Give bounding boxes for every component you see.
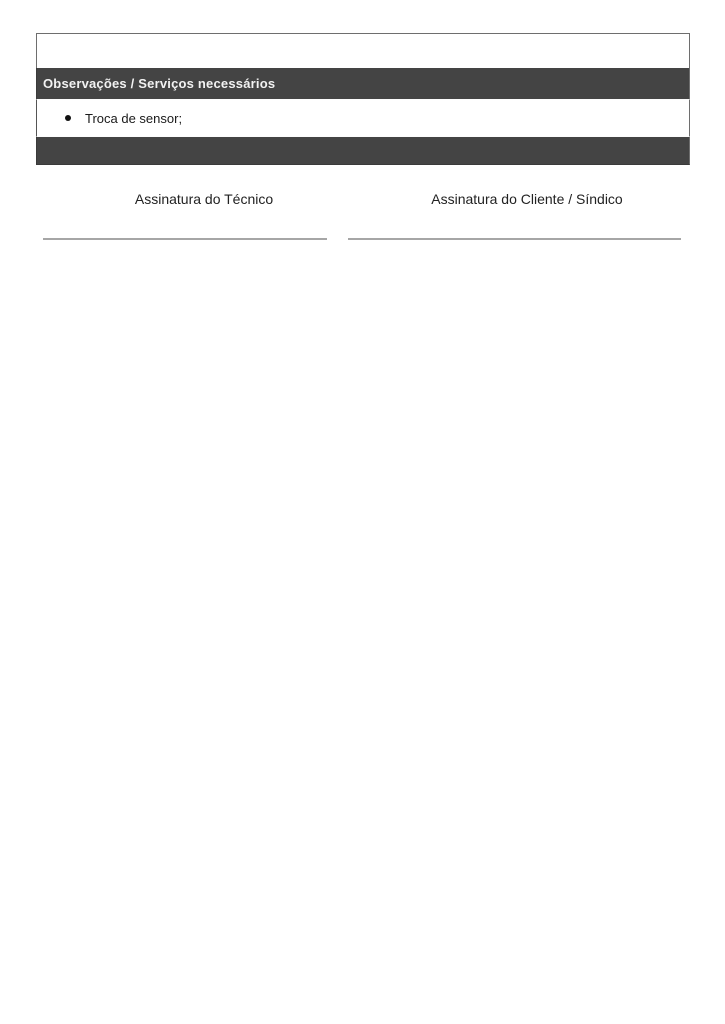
empty-table-cell [36,33,690,68]
observations-header-bar [36,68,690,99]
client-signature-line [348,238,681,240]
service-item-row [36,99,690,137]
service-report-table [36,33,690,165]
service-item-text: Troca de sensor; [85,110,183,126]
technician-signature-label: Assinatura do Técnico [134,191,274,207]
client-signature-label: Assinatura do Cliente / Síndico [431,191,623,207]
technician-signature-line [43,238,327,240]
bullet-icon [65,115,71,121]
footer-bar [36,137,690,165]
observations-header-label: Observações / Serviços necessários [43,76,276,91]
